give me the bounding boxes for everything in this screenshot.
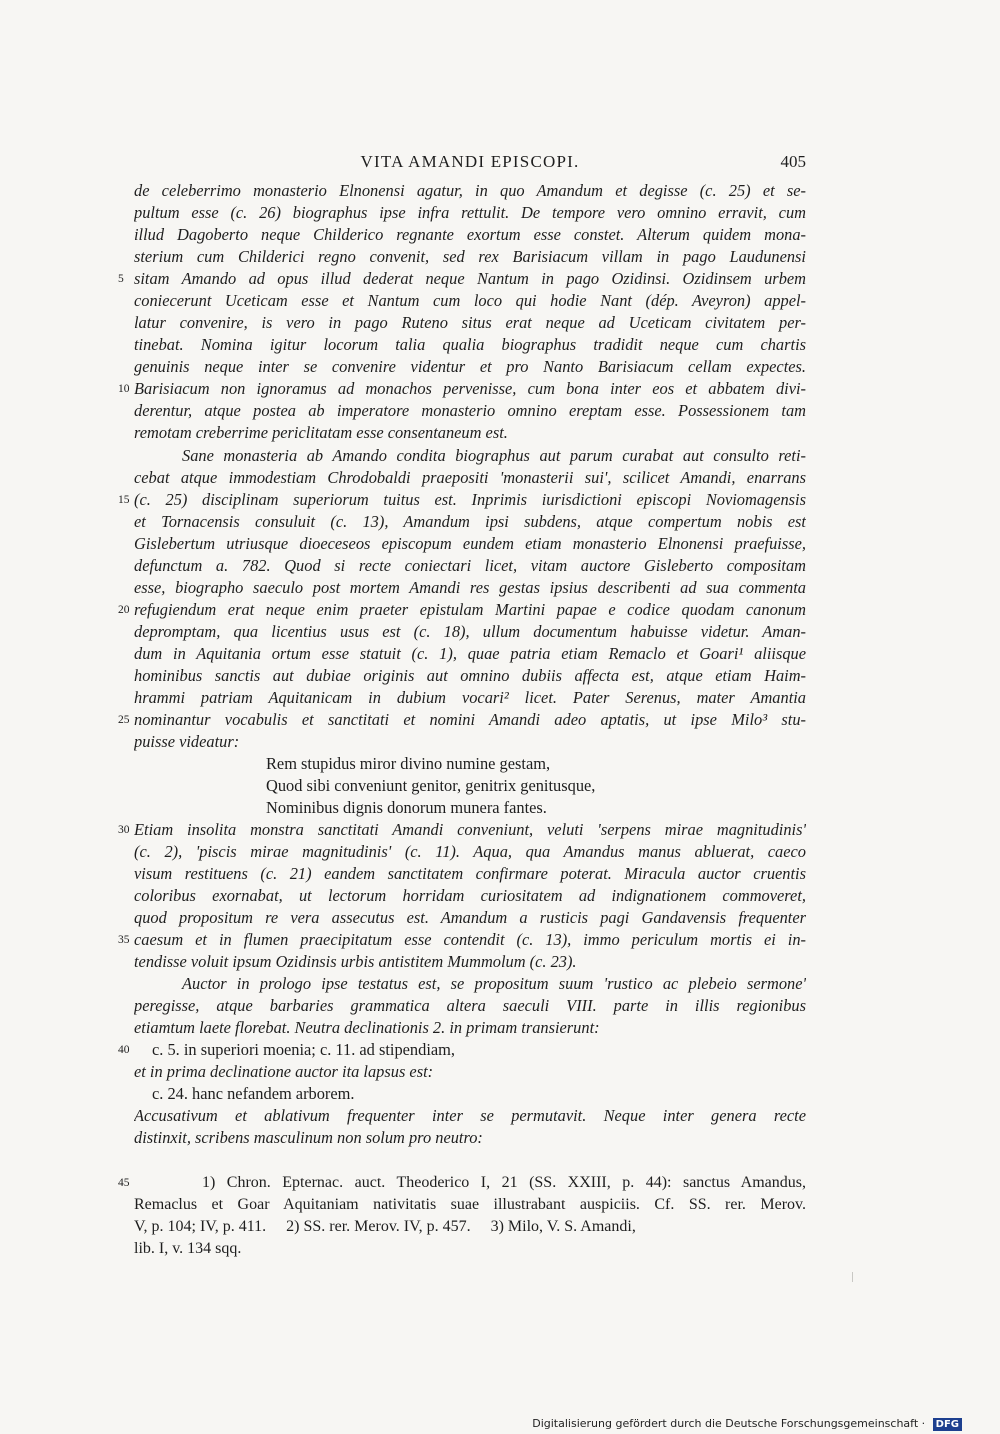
footnote-line: Remaclus et Goar Aquitaniam nativitatis suae illustrabant auspiciis. Cf. SS. rer. Merov. [134, 1196, 806, 1213]
line-number: 10 [118, 383, 130, 395]
body-line: sterium cum Childerici regno convenit, sed rex Barisiacum villam in pago Laudunensi [134, 247, 806, 266]
body-line: peregisse, atque barbaries grammatica altera saeculi VIII. parte in illis regionibus [134, 996, 806, 1015]
body-line: latur convenire, is vero in pago Ruteno situs erat neque ad Uceticam civitatem per- [134, 313, 806, 332]
body-line: derentur, atque postea ab imperatore monasterio omnino ereptam esse. Possessionem tam [134, 401, 806, 420]
body-line: Accusativum et ablativum frequenter inter se permutavit. Neque inter genera recte [134, 1106, 806, 1125]
body-line: (c. 25) disciplinam superiorum tuitus est. Inprimis iurisdictioni episcopi Noviomagensis [134, 490, 806, 509]
verse-line: Quod sibi conveniunt genitor, genitrix genitusque, [266, 776, 596, 795]
body-line: dum in Aquitania ortum esse statuit (c. 1), quae patria etiam Remaclo et Goari¹ aliisque [134, 644, 806, 663]
body-line: distinxit, scribens masculinum non solum pro neutro: [134, 1128, 483, 1147]
credit-text: Digitalisierung gefördert durch die Deutsche Forschungsgemeinschaft · [532, 1417, 926, 1430]
body-line: (c. 2), 'piscis mirae magnitudinis' (c. 11). Aqua, qua Amandus manus abluerat, caeco [134, 842, 806, 861]
body-line: visum restituens (c. 21) eandem sanctitatem confirmare poterat. Miracula auctor cruentis [134, 864, 806, 883]
body-line: et in prima declinatione auctor ita lapsus est: [134, 1062, 434, 1081]
body-line: coloribus exornabat, ut lectorum horridam curiositatem ad indignationem commoveret, [134, 886, 806, 905]
body-line: hrammi patriam Aquitanicam in dubium vocari² licet. Pater Serenus, mater Amantia [134, 688, 806, 707]
body-line: sitam Amando ad opus illud dederat neque Nantum in pago Ozidinsi. Ozidinsem urbem [134, 269, 806, 288]
line-number: 35 [118, 934, 130, 946]
body-line: coniecerunt Uceticam esse et Nantum cum loco qui hodie Nant (dép. Aveyron) appel- [134, 291, 806, 310]
body-line: pultum esse (c. 26) biographus ipse infra rettulit. De tempore vero omnino erravit, cum [134, 203, 806, 222]
body-line: Barisiacum non ignoramus ad monachos pervenisse, cum bona inter eos et abbatem divi- [134, 379, 806, 398]
line-number: 15 [118, 494, 130, 506]
body-line: quod propositum re vera assecutus est. Amandum a rusticis pagi Gandavensis frequenter [134, 908, 806, 927]
body-line: puisse videatur: [134, 732, 240, 751]
line-number: 45 [118, 1177, 130, 1189]
body-line: Gislebertum utriusque dioeceseos episcopum eundem etiam monasterio Elnonensi praefuisse, [134, 534, 806, 553]
footnote-line: V, p. 104; IV, p. 411. 2) SS. rer. Merov. IV, p. 457. 3) Milo, V. S. Amandi, [134, 1218, 636, 1235]
body-line: illud Dagoberto neque Childerico regnante exortum esse constet. Alterum quidem mona- [134, 225, 806, 244]
body-line: tinebat. Nomina igitur locorum talia qualia biographus tradidit neque cum chartis [134, 335, 806, 354]
example-line: c. 5. in superiori moenia; c. 11. ad stipendiam, [152, 1040, 456, 1059]
body-line: genuinis neque inter se convenire videntur et pro Nanto Barisiacum cellam expectes. [134, 357, 806, 376]
page-number: 405 [780, 152, 806, 171]
line-number: 5 [118, 273, 124, 285]
body-line: remotam creberrime periclitatam esse consentaneum est. [134, 423, 508, 442]
body-line: et Tornacensis consuluit (c. 13), Amandum ipsi subdens, atque compertum nobis est [134, 512, 806, 531]
body-line: hominibus sanctis aut dubiae originis aut omnino dubiis affecta est, atque etiam Haim- [134, 666, 806, 685]
line-number: 40 [118, 1044, 130, 1056]
running-title: VITA AMANDI EPISCOPI. [360, 152, 580, 171]
line-number: 25 [118, 714, 130, 726]
example-line: c. 24. hanc nefandem arborem. [152, 1084, 355, 1103]
verse-line: Rem stupidus miror divino numine gestam, [266, 754, 551, 773]
verse-line: Nominibus dignis donorum munera fantes. [266, 798, 547, 817]
scan-mark [852, 1272, 853, 1282]
body-line: Auctor in prologo ipse testatus est, se propositum suum 'rustico ac plebeio sermone' [182, 974, 806, 993]
body-line: esse, biographo saeculo post mortem Amandi res gestas ipsius describenti ad sua commenta [134, 578, 806, 597]
body-line: refugiendum erat neque enim praeter epistulam Martini papae e codice quodam canonum [134, 600, 806, 619]
body-line: depromptam, qua licentius usus est (c. 18), ullum documentum habuisse videtur. Aman- [134, 622, 806, 641]
page-header [134, 152, 806, 176]
body-line: Sane monasteria ab Amando condita biographus aut parum curabat aut consulto reti- [182, 446, 806, 465]
line-number: 20 [118, 604, 130, 616]
body-line: Etiam insolita monstra sanctitati Amandi conveniunt, veluti 'serpens mirae magnitudinis' [134, 820, 806, 839]
body-line: de celeberrimo monasterio Elnonensi agatur, in quo Amandum et degisse (c. 25) et se- [134, 181, 806, 200]
body-line: tendisse voluit ipsum Ozidinsis urbis antistitem Mummolum (c. 23). [134, 952, 577, 971]
body-line: etiamtum laete florebat. Neutra declinationis 2. in primam transierunt: [134, 1018, 600, 1037]
body-line: defunctum a. 782. Quod si recte coniectari licet, vitam auctore Gisleberto compositam [134, 556, 806, 575]
line-number: 30 [118, 824, 130, 836]
body-line: caesum et in flumen praecipitatum esse contendit (c. 13), immo periculum mortis ei in- [134, 930, 806, 949]
digitization-credit [532, 1417, 962, 1431]
dfg-logo: DFG [933, 1418, 962, 1431]
footnote-line: lib. I, v. 134 sqq. [134, 1240, 242, 1257]
footnote-line: 1) Chron. Epternac. auct. Theoderico I, 21 (SS. XXIII, p. 44): sanctus Amandus, [202, 1174, 806, 1191]
body-line: cebat atque immodestiam Chrodobaldi praepositi 'monasterii sui', scilicet Amandi, enarrans [134, 468, 806, 487]
body-line: nominantur vocabulis et sanctitati et nomini Amandi adeo aptatis, ut ipse Milo³ stu- [134, 710, 806, 729]
